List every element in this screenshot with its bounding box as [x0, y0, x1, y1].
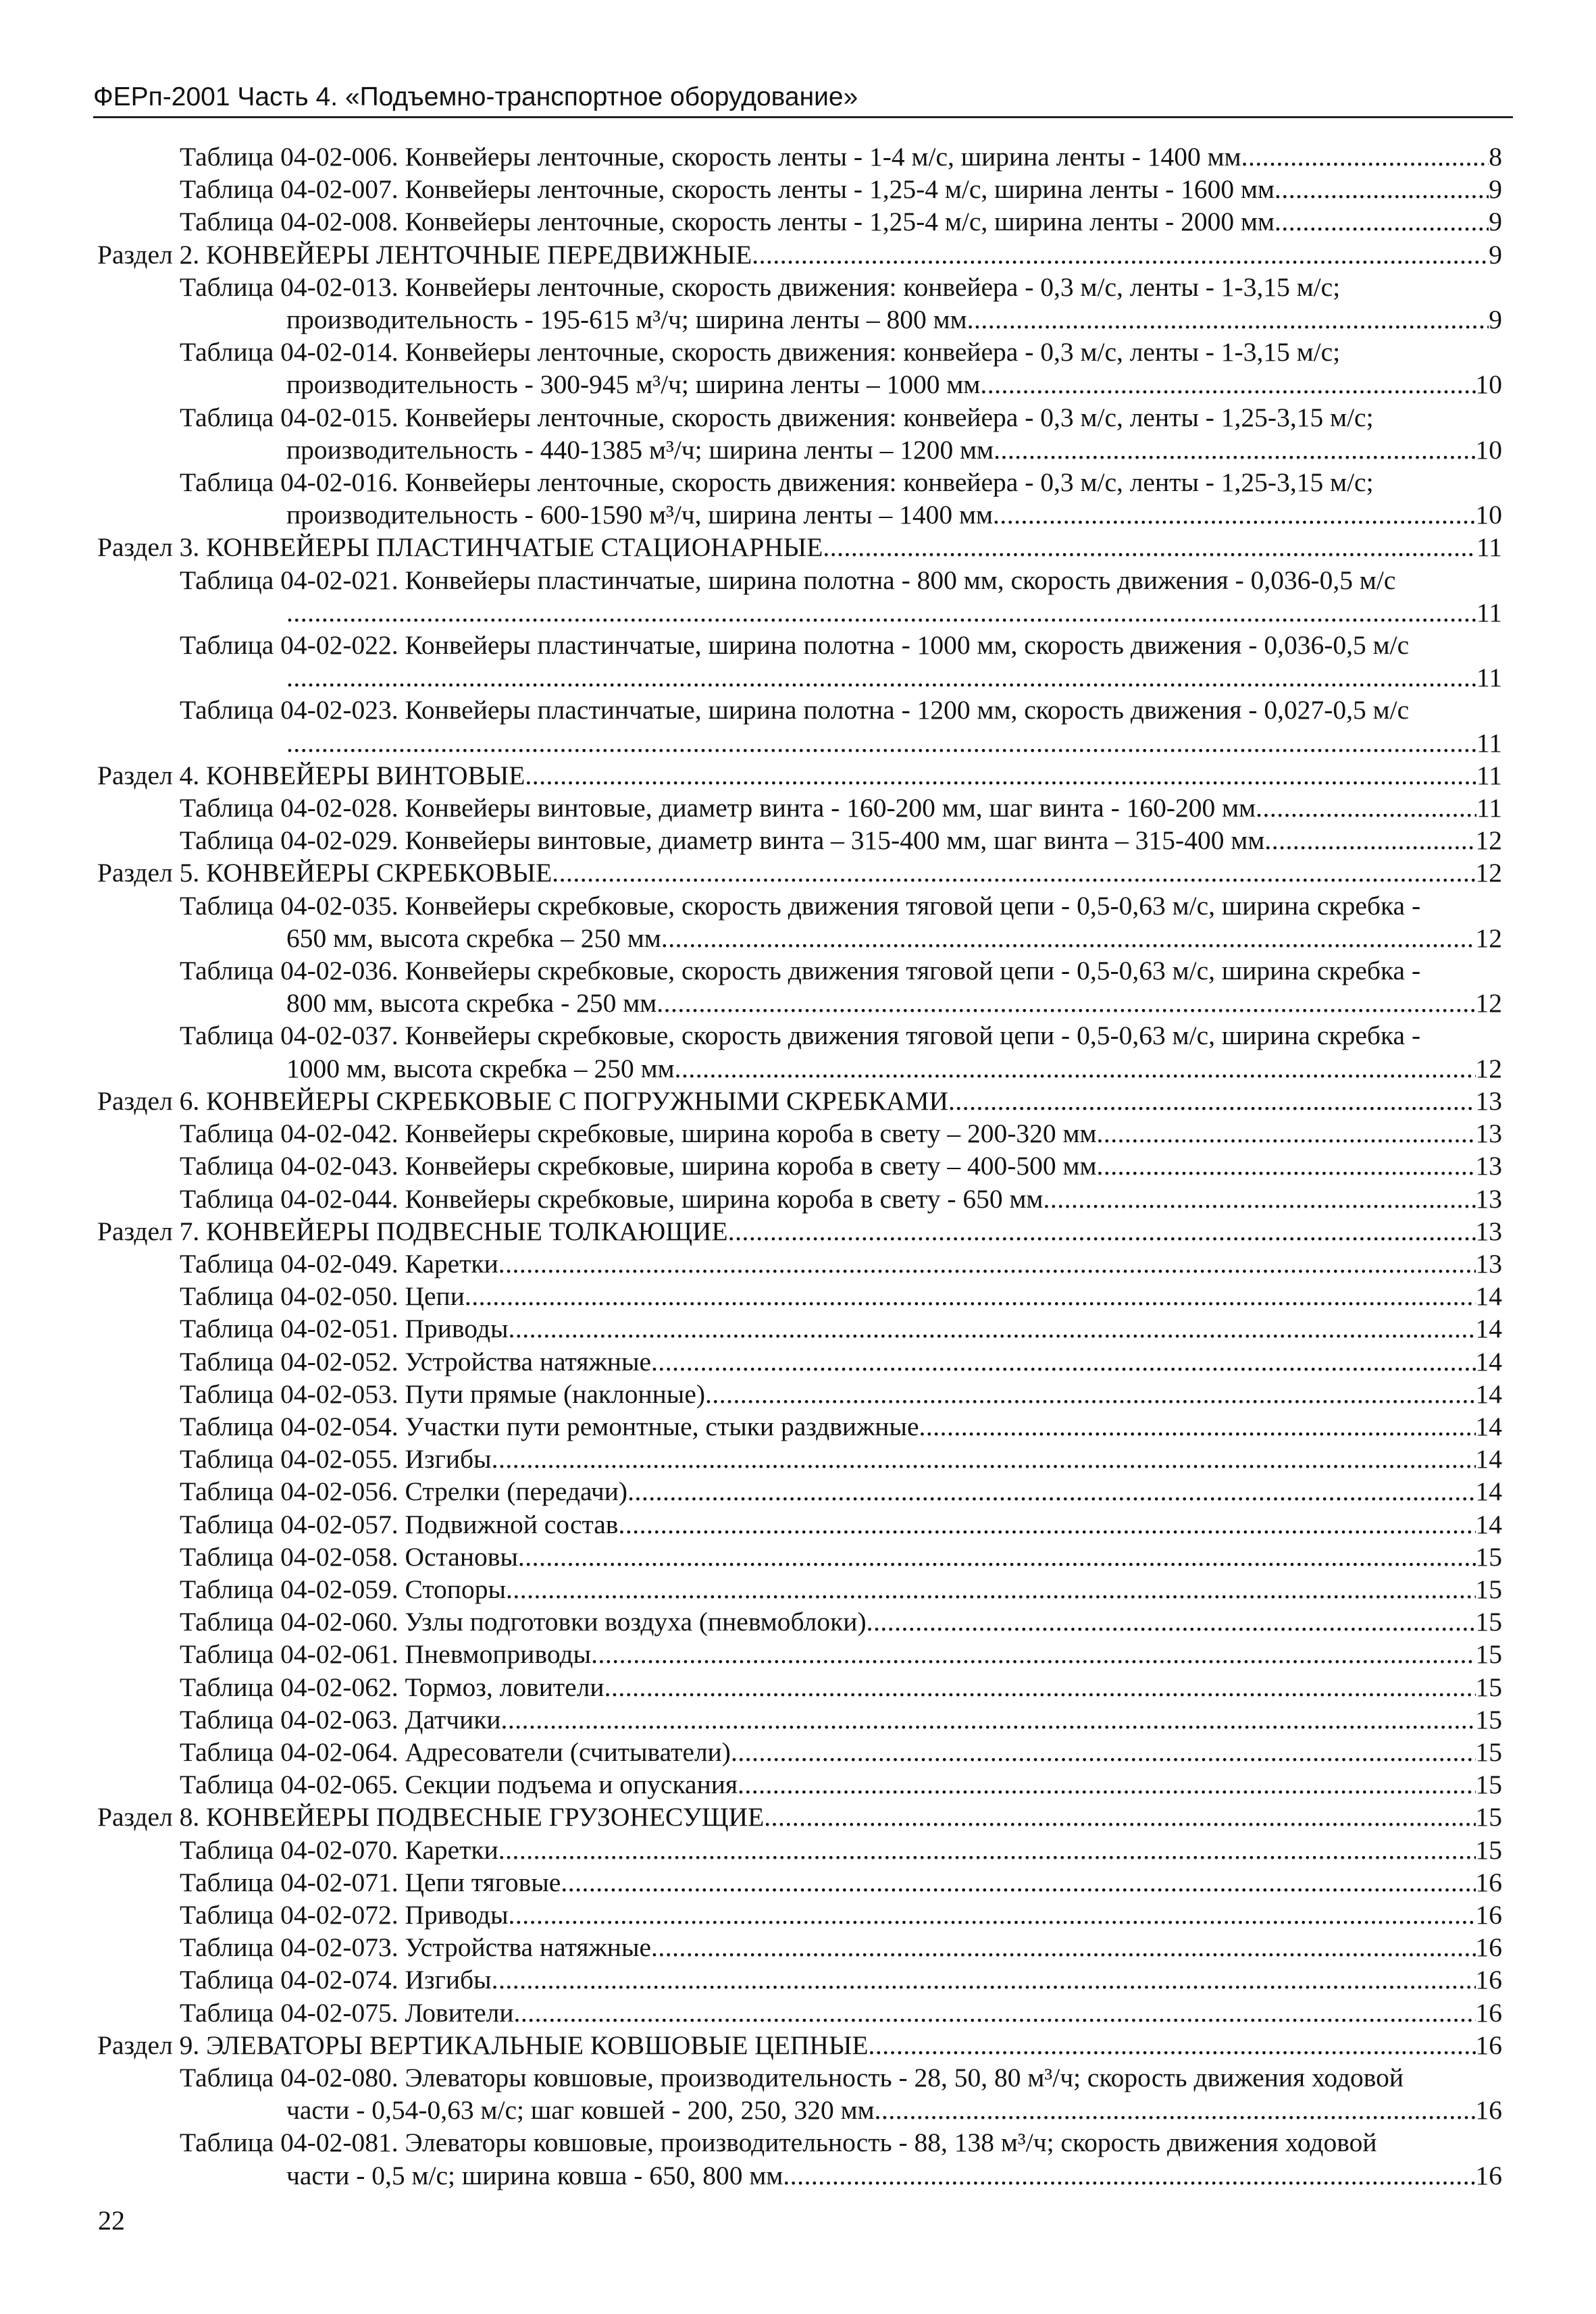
toc-table-entry	[97, 1248, 1502, 1280]
toc-page-number: 14	[1475, 1281, 1502, 1312]
toc-table-entry	[97, 1866, 1502, 1899]
toc-entry-title: Таблица 04-02-071. Цепи тяговые	[180, 1867, 561, 1897]
dot-leader	[1097, 1117, 1476, 1150]
toc-table-entry	[97, 1183, 1502, 1215]
toc-entry-title: Таблица 04-02-013. Конвейеры ленточные, скорость движения: конвейера - 0,3 м/с, ленты - 1-3,15 м/с;	[180, 272, 1341, 302]
toc-entry-title: Таблица 04-02-070. Каретки	[180, 1834, 498, 1865]
toc-table-entry	[97, 1768, 1502, 1801]
toc-page-number: 15	[1475, 1834, 1502, 1865]
toc-entry-line	[97, 1963, 1502, 1996]
toc-page-number: 15	[1475, 1607, 1502, 1637]
dot-leader	[286, 727, 1476, 759]
toc-page-number: 13	[1475, 1085, 1502, 1116]
toc-entry-title: производительность - 440-1385 м³/ч; ширина ленты – 1200 мм	[286, 434, 994, 465]
toc-page-number: 11	[1476, 760, 1502, 790]
toc-page-number: 11	[1476, 727, 1502, 758]
toc-entry-title: Раздел 4. КОНВЕЙЕРЫ ВИНТОВЫЕ	[97, 760, 525, 790]
toc-entry-title: Таблица 04-02-015. Конвейеры ленточные, скорость движения: конвейера - 0,3 м/с, ленты - 1,25-3,15 м/с;	[180, 402, 1374, 432]
toc-entry-title: Таблица 04-02-028. Конвейеры винтовые, диаметр винта - 160-200 мм, шаг винта - 160-200 мм	[180, 793, 1256, 823]
toc-entry-title: Таблица 04-02-042. Конвейеры скребковые, ширина короба в свету – 200-320 мм	[180, 1119, 1097, 1149]
toc-entry-title: Таблица 04-02-049. Каретки	[180, 1248, 498, 1279]
dot-leader	[498, 1248, 1476, 1280]
toc-entry-title: Раздел 8. КОНВЕЙЕРЫ ПОДВЕСНЫЕ ГРУЗОНЕСУЩИЕ	[97, 1802, 765, 1832]
toc-table-entry	[97, 1443, 1502, 1475]
toc-page-number: 16	[1475, 1997, 1502, 2028]
toc-entry-title: части - 0,54-0,63 м/с; шаг ковшей - 200, 250, 320 мм	[286, 2095, 875, 2126]
toc-entry-title: Раздел 9. ЭЛЕВАТОРЫ ВЕРТИКАЛЬНЫЕ КОВШОВЫЕ ЦЕПНЫЕ	[97, 2030, 869, 2060]
dot-leader	[731, 1736, 1476, 1768]
toc-table-entry	[97, 1475, 1502, 1508]
toc-entry-title: Таблица 04-02-037. Конвейеры скребковые, скорость движения тяговой цепи - 0,5-0,63 м/с, ширина скребка -	[180, 1021, 1421, 1051]
toc-entry-line	[97, 1508, 1502, 1541]
dot-leader	[1241, 140, 1489, 173]
toc-page-number: 16	[1475, 2095, 1502, 2126]
toc-page-number: 14	[1475, 1314, 1502, 1344]
toc-page-number: 11	[1476, 532, 1502, 563]
dot-leader	[1256, 792, 1476, 824]
dot-leader	[509, 1899, 1476, 1931]
toc-entry-title: Таблица 04-02-052. Устройства натяжные	[180, 1346, 652, 1377]
toc-entry-title: Таблица 04-02-063. Датчики	[180, 1704, 501, 1734]
dot-leader	[509, 1312, 1476, 1345]
toc-table-entry	[97, 1899, 1502, 1931]
toc-entry-line	[97, 1150, 1502, 1182]
dot-leader	[651, 1931, 1475, 1963]
toc-page-number: 15	[1475, 1574, 1502, 1604]
dot-leader	[1275, 205, 1489, 238]
dot-leader	[501, 1703, 1476, 1736]
toc-page-number: 14	[1475, 1444, 1502, 1474]
dot-leader	[705, 1378, 1475, 1410]
toc-entry-title: Таблица 04-02-008. Конвейеры ленточные, скорость ленты - 1,25-4 м/с, ширина ленты - 2000 мм	[180, 207, 1275, 237]
toc-page-number: 16	[1475, 1867, 1502, 1897]
toc-entry-line	[97, 1443, 1502, 1475]
toc-table-entry	[97, 1541, 1502, 1573]
toc-entry-title: Таблица 04-02-075. Ловители	[180, 1997, 514, 2028]
dot-leader	[492, 1443, 1476, 1475]
toc-page-number: 13	[1475, 1119, 1502, 1149]
dot-leader	[492, 1963, 1476, 1996]
toc-table-entry	[97, 1834, 1502, 1866]
toc-entry-title: Таблица 04-02-059. Стопоры	[180, 1574, 506, 1604]
toc-page-number: 13	[1475, 1216, 1502, 1246]
toc-table-entry	[97, 1638, 1502, 1670]
toc-page-number: 14	[1475, 1476, 1502, 1507]
toc-entry-title: 650 мм, высота скребка – 250 мм	[286, 923, 661, 953]
toc-entry-line	[97, 434, 1502, 466]
toc-entry-line	[97, 1312, 1502, 1345]
dot-leader	[783, 2159, 1475, 2192]
dot-leader	[764, 1801, 1475, 1833]
toc-entry-title: производительность - 600-1590 м³/ч, ширина ленты – 1400 мм	[286, 500, 993, 530]
dot-leader	[1044, 1183, 1476, 1215]
toc-entry-line	[97, 1475, 1502, 1508]
toc-entry-line	[97, 1997, 1502, 2029]
dot-leader	[728, 1215, 1476, 1248]
toc-page-number: 11	[1476, 663, 1502, 693]
toc-entry-title: Таблица 04-02-051. Приводы	[180, 1314, 509, 1344]
toc-page-number: 11	[1476, 597, 1502, 627]
toc-table-entry	[97, 1963, 1502, 1996]
dot-leader	[561, 1866, 1475, 1899]
dot-leader	[286, 661, 1476, 694]
toc-table-entry	[97, 1508, 1502, 1541]
toc-page-number: 9	[1489, 207, 1502, 237]
toc-entry-title: 800 мм, высота скребка - 250 мм	[286, 988, 657, 1019]
dot-leader	[869, 2029, 1476, 2061]
toc-entry-line	[97, 759, 1502, 792]
toc-page-number: 14	[1475, 1509, 1502, 1539]
running-header: ФЕРп-2001 Часть 4. «Подъемно-транспортное оборудование»	[93, 82, 858, 111]
dot-leader	[627, 1475, 1475, 1508]
toc-page-number: 10	[1475, 434, 1502, 465]
toc-entry-line	[97, 1280, 1502, 1312]
toc-entry-title: Таблица 04-02-014. Конвейеры ленточные, скорость движения: конвейера - 0,3 м/с, ленты - 1-3,15 м/с;	[180, 337, 1341, 367]
dot-leader	[752, 238, 1489, 271]
toc-entry-title: Таблица 04-02-053. Пути прямые (наклонные)	[180, 1379, 706, 1409]
toc-page-number: 9	[1489, 305, 1502, 335]
toc-entry-title: Таблица 04-02-023. Конвейеры пластинчатые, ширина полотна - 1200 мм, скорость движения - 0,027-0,5 м/с	[180, 695, 1410, 725]
toc-entry-line	[97, 792, 1502, 824]
toc-entry-line	[97, 1345, 1502, 1378]
dot-leader	[1264, 824, 1475, 856]
toc-entry-line	[97, 205, 1502, 238]
toc-table-entry	[97, 140, 1502, 173]
toc-entry-line	[97, 1117, 1502, 1150]
toc-entry-title: Таблица 04-02-060. Узлы подготовки воздуха (пневмоблоки)	[180, 1607, 867, 1637]
toc-page-number: 13	[1475, 1248, 1502, 1279]
toc-table-entry	[97, 1019, 1502, 1084]
toc-page-number: 11	[1476, 793, 1502, 823]
toc-page-number: 14	[1475, 1411, 1502, 1441]
toc-page-number: 9	[1489, 239, 1502, 269]
dot-leader	[657, 987, 1475, 1019]
toc-entry-line	[97, 1605, 1502, 1638]
toc-entry-line	[97, 1248, 1502, 1280]
toc-page-number: 15	[1475, 1672, 1502, 1702]
toc-page-number: 15	[1475, 1770, 1502, 1800]
toc-page-number: 16	[1475, 2160, 1502, 2190]
toc-table-entry	[97, 1410, 1502, 1443]
toc-entry-line	[97, 661, 1502, 694]
toc-entry-title: Таблица 04-02-065. Секции подъема и опускания	[180, 1770, 738, 1800]
toc-page-number: 13	[1475, 1151, 1502, 1181]
toc-entry-title: части - 0,5 м/с; ширина ковша - 650, 800 мм	[286, 2160, 783, 2190]
toc-entry-line	[97, 1768, 1502, 1801]
toc-entry-line	[97, 1573, 1502, 1605]
toc-entry-title: Таблица 04-02-035. Конвейеры скребковые, скорость движения тяговой цепи - 0,5-0,63 м/с, ширина скребка -	[180, 890, 1421, 921]
toc-entry-title: Таблица 04-02-054. Участки пути ремонтные, стыки раздвижные	[180, 1411, 919, 1441]
toc-entry-title: Таблица 04-02-022. Конвейеры пластинчатые, ширина полотна - 1000 мм, скорость движения - 0,036-0,5 м/с	[180, 630, 1410, 661]
toc-entry-line	[97, 856, 1502, 889]
toc-entry-title: Таблица 04-02-061. Пневмоприводы	[180, 1639, 592, 1670]
toc-entry-title: Таблица 04-02-080. Элеваторы ковшовые, производительность - 28, 50, 80 м³/ч; скорость движения ходовой	[180, 2062, 1404, 2092]
toc-section-entry	[97, 238, 1502, 271]
toc-entry-line	[97, 238, 1502, 271]
toc-entry-title: Таблица 04-02-006. Конвейеры ленточные, скорость ленты - 1-4 м/с, ширина ленты - 1400 мм	[180, 142, 1241, 172]
toc-entry-title: Таблица 04-02-081. Элеваторы ковшовые, производительность - 88, 138 м³/ч; скорость движения ходовой	[180, 2128, 1377, 2158]
toc-entry-line	[97, 368, 1502, 401]
toc-entry-title: Таблица 04-02-043. Конвейеры скребковые, ширина короба в свету – 400-500 мм	[180, 1151, 1097, 1181]
dot-leader	[525, 759, 1476, 792]
toc-entry-line	[97, 1931, 1502, 1963]
toc-page-number: 14	[1475, 1346, 1502, 1377]
toc-entry-title: Таблица 04-02-055. Изгибы	[180, 1444, 492, 1474]
toc-table-entry	[97, 1605, 1502, 1638]
toc-entry-line	[97, 727, 1502, 759]
toc-entry-title: Таблица 04-02-074. Изгибы	[180, 1965, 492, 1995]
toc-page-number: 12	[1475, 858, 1502, 888]
toc-table-entry	[97, 1280, 1502, 1312]
dot-leader	[993, 498, 1476, 531]
toc-page-number: 15	[1475, 1541, 1502, 1572]
dot-leader	[498, 1834, 1476, 1866]
toc-table-entry	[97, 629, 1502, 694]
dot-leader	[867, 1605, 1476, 1638]
toc-entry-title: Раздел 7. КОНВЕЙЕРЫ ПОДВЕСНЫЕ ТОЛКАЮЩИЕ	[97, 1216, 728, 1246]
dot-leader	[651, 1345, 1475, 1378]
toc-section-entry	[97, 1215, 1502, 1248]
toc-entry-line	[97, 1541, 1502, 1573]
toc-table-entry	[97, 954, 1502, 1019]
table-of-contents	[97, 140, 1502, 2192]
dot-leader	[967, 303, 1489, 336]
toc-page-number: 15	[1475, 1737, 1502, 1767]
toc-page-number: 10	[1475, 369, 1502, 400]
toc-table-entry	[97, 336, 1502, 401]
toc-entry-title: Таблица 04-02-036. Конвейеры скребковые, скорость движения тяговой цепи - 0,5-0,63 м/с, ширина скребка -	[180, 956, 1421, 986]
toc-entry-line	[97, 824, 1502, 856]
dot-leader	[875, 2094, 1476, 2126]
toc-entry-title: Таблица 04-02-062. Тормоз, ловители	[180, 1672, 604, 1702]
toc-entry-line	[97, 1801, 1502, 1833]
toc-entry-title: Раздел 3. КОНВЕЙЕРЫ ПЛАСТИНЧАТЫЕ СТАЦИОНАРНЫЕ	[97, 532, 823, 563]
toc-entry-title: Таблица 04-02-072. Приводы	[180, 1899, 509, 1930]
dot-leader	[919, 1410, 1476, 1443]
toc-page-number: 14	[1475, 1379, 1502, 1409]
toc-table-entry	[97, 205, 1502, 238]
dot-leader	[1275, 173, 1489, 205]
toc-page-number: 13	[1475, 1183, 1502, 1214]
toc-table-entry	[97, 173, 1502, 205]
dot-leader	[591, 1638, 1475, 1670]
toc-table-entry	[97, 1117, 1502, 1150]
toc-section-entry	[97, 759, 1502, 792]
toc-entry-line	[97, 1671, 1502, 1703]
dot-leader	[675, 1052, 1476, 1085]
toc-entry-line	[97, 303, 1502, 336]
toc-entry-line	[97, 1215, 1502, 1248]
toc-table-entry	[97, 1150, 1502, 1182]
toc-section-entry	[97, 1801, 1502, 1833]
dot-leader	[1097, 1150, 1476, 1182]
dot-leader	[980, 368, 1475, 401]
toc-table-entry	[97, 271, 1502, 336]
toc-page-number: 16	[1475, 1965, 1502, 1995]
toc-entry-line	[97, 2029, 1502, 2061]
dot-leader	[518, 1541, 1476, 1573]
toc-entry-line	[97, 1899, 1502, 1931]
toc-entry-line	[97, 1638, 1502, 1670]
toc-entry-title: производительность - 195-615 м³/ч; ширина ленты – 800 мм	[286, 305, 967, 335]
toc-entry-title: 1000 мм, высота скребка – 250 мм	[286, 1053, 675, 1083]
toc-entry-line	[97, 498, 1502, 531]
toc-page-number: 12	[1475, 923, 1502, 953]
toc-entry-title: Таблица 04-02-057. Подвижной состав	[180, 1509, 619, 1539]
toc-entry-title: Таблица 04-02-058. Остановы	[180, 1541, 518, 1572]
toc-table-entry	[97, 1345, 1502, 1378]
dot-leader	[738, 1768, 1475, 1801]
toc-table-entry	[97, 890, 1502, 954]
toc-table-entry	[97, 792, 1502, 824]
toc-entry-line	[97, 1834, 1502, 1866]
toc-entry-title: Таблица 04-02-050. Цепи	[180, 1281, 465, 1312]
toc-entry-title: Таблица 04-02-007. Конвейеры ленточные, скорость ленты - 1,25-4 м/с, ширина ленты - 1600 мм	[180, 174, 1275, 205]
toc-entry-line	[97, 1703, 1502, 1736]
toc-entry-line	[97, 1183, 1502, 1215]
dot-leader	[286, 596, 1476, 629]
toc-page-number: 16	[1475, 1899, 1502, 1930]
toc-entry-title: Таблица 04-02-029. Конвейеры винтовые, диаметр винта – 315-400 мм, шаг винта – 315-400 мм	[180, 825, 1265, 856]
toc-entry-title: производительность - 300-945 м³/ч; ширина ленты – 1000 мм	[286, 369, 981, 400]
toc-entry-line	[97, 1052, 1502, 1085]
toc-entry-title: Раздел 2. КОНВЕЙЕРЫ ЛЕНТОЧНЫЕ ПЕРЕДВИЖНЫЕ	[97, 239, 752, 269]
dot-leader	[823, 531, 1476, 563]
toc-entry-title: Таблица 04-02-044. Конвейеры скребковые, ширина короба в свету - 650 мм	[180, 1183, 1044, 1214]
toc-table-entry	[97, 694, 1502, 759]
toc-entry-title: Таблица 04-02-016. Конвейеры ленточные, скорость движения: конвейера - 0,3 м/с, ленты - 1,25-3,15 м/с;	[180, 467, 1374, 498]
dot-leader	[506, 1573, 1476, 1605]
dot-leader	[948, 1085, 1475, 1117]
toc-table-entry	[97, 1931, 1502, 1963]
toc-table-entry	[97, 824, 1502, 856]
header-rule	[93, 116, 1513, 118]
toc-entry-title: Раздел 5. КОНВЕЙЕРЫ СКРЕБКОВЫЕ	[97, 858, 552, 888]
toc-page-number: 8	[1489, 142, 1502, 172]
toc-section-entry	[97, 1085, 1502, 1117]
toc-entry-line	[97, 1736, 1502, 1768]
toc-table-entry	[97, 401, 1502, 466]
dot-leader	[994, 434, 1475, 466]
dot-leader	[618, 1508, 1475, 1541]
toc-table-entry	[97, 1736, 1502, 1768]
toc-entry-title: Таблица 04-02-021. Конвейеры пластинчатые, ширина полотна - 800 мм, скорость движения - 0,036-0,5 м/с	[180, 565, 1396, 595]
toc-page-number: 16	[1475, 1932, 1502, 1963]
dot-leader	[552, 856, 1475, 889]
toc-entry-line	[97, 1866, 1502, 1899]
dot-leader	[465, 1280, 1476, 1312]
toc-entry-line	[97, 987, 1502, 1019]
toc-table-entry	[97, 1378, 1502, 1410]
toc-entry-line	[97, 140, 1502, 173]
toc-entry-line	[97, 1378, 1502, 1410]
toc-entry-line	[97, 596, 1502, 629]
toc-page-number: 15	[1475, 1802, 1502, 1832]
page-number: 22	[98, 2205, 125, 2236]
toc-entry-line	[97, 2159, 1502, 2192]
toc-table-entry	[97, 466, 1502, 531]
toc-table-entry	[97, 1312, 1502, 1345]
toc-page-number: 9	[1489, 174, 1502, 205]
toc-section-entry	[97, 856, 1502, 889]
toc-table-entry	[97, 1671, 1502, 1703]
toc-page-number: 12	[1475, 1053, 1502, 1083]
toc-page-number: 10	[1475, 500, 1502, 530]
toc-table-entry	[97, 2061, 1502, 2126]
dot-leader	[513, 1997, 1475, 2029]
toc-table-entry	[97, 2126, 1502, 2191]
toc-section-entry	[97, 2029, 1502, 2061]
toc-page-number: 15	[1475, 1704, 1502, 1734]
toc-page-number: 16	[1475, 2030, 1502, 2060]
toc-entry-line	[97, 1410, 1502, 1443]
dot-leader	[661, 922, 1476, 954]
toc-entry-line	[97, 1085, 1502, 1117]
toc-entry-title: Таблица 04-02-073. Устройства натяжные	[180, 1932, 652, 1963]
toc-table-entry	[97, 564, 1502, 629]
toc-table-entry	[97, 1703, 1502, 1736]
toc-entry-line	[97, 922, 1502, 954]
toc-table-entry	[97, 1573, 1502, 1605]
toc-page-number: 12	[1475, 988, 1502, 1019]
toc-entry-title: Раздел 6. КОНВЕЙЕРЫ СКРЕБКОВЫЕ С ПОГРУЖНЫМИ СКРЕБКАМИ	[97, 1085, 949, 1116]
toc-page-number: 12	[1475, 825, 1502, 856]
toc-table-entry	[97, 1997, 1502, 2029]
toc-entry-line	[97, 2094, 1502, 2126]
dot-leader	[604, 1671, 1476, 1703]
toc-entry-line	[97, 531, 1502, 563]
toc-entry-title: Таблица 04-02-056. Стрелки (передачи)	[180, 1476, 628, 1507]
toc-page-number: 15	[1475, 1639, 1502, 1670]
toc-entry-title: Таблица 04-02-064. Адресователи (считыватели)	[180, 1737, 731, 1767]
toc-entry-line	[97, 173, 1502, 205]
toc-section-entry	[97, 531, 1502, 563]
